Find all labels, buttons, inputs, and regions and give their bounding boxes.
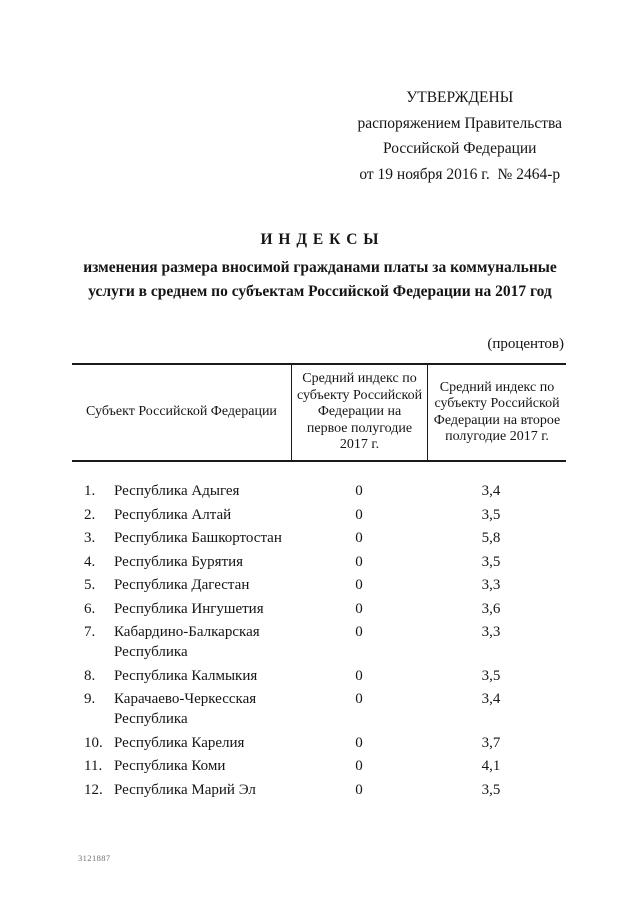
- row-number: 1.: [84, 483, 96, 499]
- subject-name: Карачаево-Черкесская Республика: [114, 691, 257, 727]
- index-second-half: 3,4: [481, 691, 501, 707]
- index-second-half: 3,3: [481, 577, 501, 593]
- document-title-block: [0, 231, 640, 303]
- row-number: 4.: [84, 553, 96, 570]
- index-first-half: 0: [355, 483, 363, 499]
- table-body: [72, 462, 566, 800]
- units-note: (процентов): [487, 336, 564, 352]
- table-row: [72, 552, 566, 572]
- index-first-half: 0: [355, 781, 363, 798]
- subject-name: Республика Калмыкия: [114, 667, 258, 684]
- index-first-half: 0: [355, 667, 363, 684]
- index-second-half: 3,6: [481, 600, 501, 617]
- index-second-half: 3,5: [481, 553, 501, 570]
- row-number: 12.: [84, 781, 103, 798]
- subject-name: Республика Ингушетия: [114, 600, 264, 617]
- approval-line: от 19 ноября 2016 г. № 2464-р: [359, 165, 561, 183]
- indices-table: [72, 363, 566, 803]
- row-number: 10.: [84, 734, 103, 751]
- index-first-half: 0: [355, 577, 363, 593]
- index-second-half: 3,3: [481, 624, 501, 640]
- subject-name: Республика Карелия: [114, 734, 245, 751]
- index-second-half: 3,5: [481, 781, 501, 798]
- index-first-half: 0: [355, 758, 363, 774]
- index-second-half: 3,7: [481, 734, 501, 751]
- subject-name: Республика Адыгея: [114, 483, 240, 499]
- row-number: 7.: [84, 624, 96, 640]
- page-subtitle: изменения размера вносимой гражданами платы за коммунальные услуги в среднем по субъектам Российской Федерации на 2017 год: [83, 259, 557, 300]
- subject-name: Республика Марий Эл: [114, 781, 256, 798]
- table-row: [72, 780, 566, 800]
- table-row: [72, 622, 566, 662]
- column-header-second-half: Средний индекс по субъекту Российской Федерации на второе полугодие 2017 г.: [433, 379, 561, 444]
- subject-name: Республика Коми: [114, 758, 226, 774]
- subject-name: Кабардино-Балкарская Республика: [114, 624, 260, 660]
- index-second-half: 3,5: [481, 506, 501, 523]
- row-number: 9.: [84, 691, 96, 707]
- index-first-half: 0: [355, 506, 363, 523]
- index-second-half: 3,4: [481, 483, 501, 499]
- table-header-row: [72, 363, 566, 462]
- subject-name: Республика Дагестан: [114, 577, 250, 593]
- table-row: [72, 733, 566, 753]
- index-second-half: 5,8: [481, 530, 501, 546]
- index-second-half: 4,1: [481, 758, 501, 774]
- table-row: [72, 575, 566, 595]
- index-first-half: 0: [355, 734, 363, 751]
- row-number: 11.: [84, 758, 103, 774]
- row-number: 8.: [84, 667, 96, 684]
- table-row: [72, 505, 566, 525]
- page-title: И Н Д Е К С Ы: [260, 231, 380, 248]
- table-row: [72, 689, 566, 729]
- approval-line: Российской Федерации: [383, 140, 537, 157]
- index-first-half: 0: [355, 691, 363, 707]
- index-second-half: 3,5: [481, 667, 501, 684]
- subject-name: Республика Алтай: [114, 506, 232, 523]
- row-number: 6.: [84, 600, 96, 617]
- row-number: 2.: [84, 506, 96, 523]
- approval-block: [357, 85, 562, 187]
- row-number: 3.: [84, 530, 96, 546]
- approval-line: УТВЕРЖДЕНЫ: [406, 89, 514, 106]
- subject-name: Республика Бурятия: [114, 553, 244, 570]
- index-first-half: 0: [355, 624, 363, 640]
- table-row: [72, 756, 566, 776]
- column-header-first-half: Средний индекс по субъекту Российской Федерации на первое полугодие 2017 г.: [291, 365, 428, 460]
- index-first-half: 0: [355, 600, 363, 617]
- document-code: 3121887: [78, 853, 111, 863]
- row-number: 5.: [84, 577, 96, 593]
- table-row: [72, 599, 566, 619]
- table-row: [72, 666, 566, 686]
- table-row: [72, 528, 566, 548]
- table-row: [72, 481, 566, 501]
- index-first-half: 0: [355, 553, 363, 570]
- column-header-subject: Субъект Российской Федерации: [86, 404, 277, 420]
- index-first-half: 0: [355, 530, 363, 546]
- approval-line: распоряжением Правительства: [357, 114, 562, 132]
- subject-name: Республика Башкортостан: [114, 530, 282, 546]
